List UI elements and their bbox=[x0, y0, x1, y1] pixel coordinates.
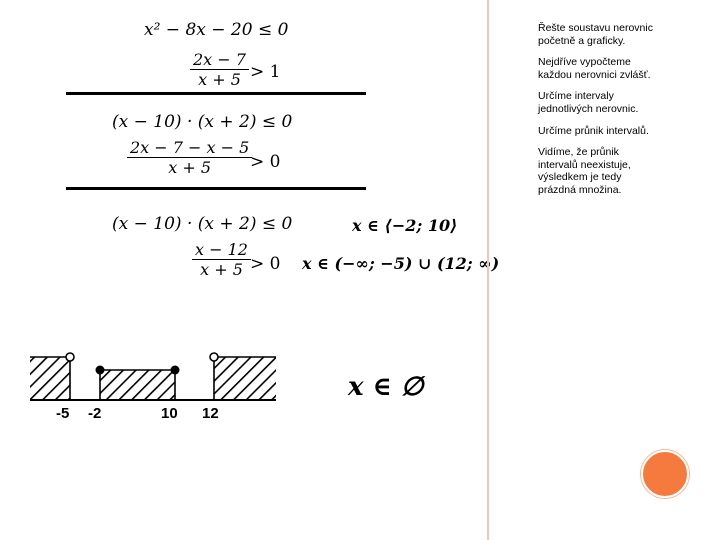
system2-inequality-1: (x − 10) · (x + 2) ≤ 0 bbox=[112, 112, 293, 132]
system1-inequality-1: x² − 8x − 20 ≤ 0 bbox=[144, 20, 289, 40]
decorative-orange-circle bbox=[641, 450, 689, 498]
system3-fraction-relation: > 0 bbox=[250, 254, 281, 274]
axis-label-10: 10 bbox=[161, 405, 178, 422]
sidebar-note-2: Nejdříve vypočteme každou nerovnici zvlášť. bbox=[538, 56, 651, 81]
system1-fraction bbox=[190, 50, 249, 89]
system1-fraction-denominator: x + 5 bbox=[190, 69, 249, 89]
system2-fraction bbox=[127, 138, 252, 177]
system1-fraction-relation: > 1 bbox=[250, 62, 281, 82]
sidebar-note-5: Vidíme, že průnik intervalů neexistuje, výsledkem je tedy prázdná množina. bbox=[538, 146, 631, 196]
closed-point-minus-2 bbox=[96, 366, 105, 375]
separator-line-2 bbox=[66, 187, 366, 190]
sidebar-divider bbox=[487, 0, 489, 540]
hatched-region-left bbox=[30, 357, 70, 400]
system1-fraction-numerator: 2x − 7 bbox=[193, 50, 246, 69]
system3-fraction-denominator: x + 5 bbox=[192, 259, 251, 279]
system2-fraction-numerator: 2x − 7 − x − 5 bbox=[130, 138, 250, 157]
solution-interval-2: x ∈ (−∞; −5) ∪ (12; ∞) bbox=[302, 254, 500, 273]
axis-label-minus-5: -5 bbox=[56, 405, 70, 422]
open-point-12 bbox=[210, 353, 218, 361]
sidebar-note-4: Určíme průnik intervalů. bbox=[538, 124, 649, 137]
system2-fraction-relation: > 0 bbox=[250, 152, 281, 172]
system3-fraction bbox=[192, 240, 251, 279]
system3-inequality-1: (x − 10) · (x + 2) ≤ 0 bbox=[112, 214, 293, 234]
open-point-minus-5 bbox=[66, 353, 74, 361]
separator-line-1 bbox=[66, 92, 366, 95]
axis-label-minus-2: -2 bbox=[88, 405, 102, 422]
empty-set-result: x ∈ ∅ bbox=[348, 372, 424, 402]
hatched-region-right bbox=[214, 357, 276, 400]
sidebar-notes bbox=[538, 22, 658, 206]
sidebar-note-1: Řešte soustavu nerovnic početně a graficky. bbox=[538, 22, 653, 47]
system3-fraction-numerator: x − 12 bbox=[195, 240, 248, 259]
hatched-region-middle bbox=[100, 370, 175, 400]
axis-label-12: 12 bbox=[202, 405, 219, 422]
sidebar-note-3: Určíme intervaly jednotlivých nerovnic. bbox=[538, 90, 639, 115]
system2-fraction-denominator: x + 5 bbox=[127, 157, 252, 177]
closed-point-10 bbox=[171, 366, 180, 375]
solution-interval-1: x ∈ ⟨−2; 10⟩ bbox=[352, 216, 458, 235]
